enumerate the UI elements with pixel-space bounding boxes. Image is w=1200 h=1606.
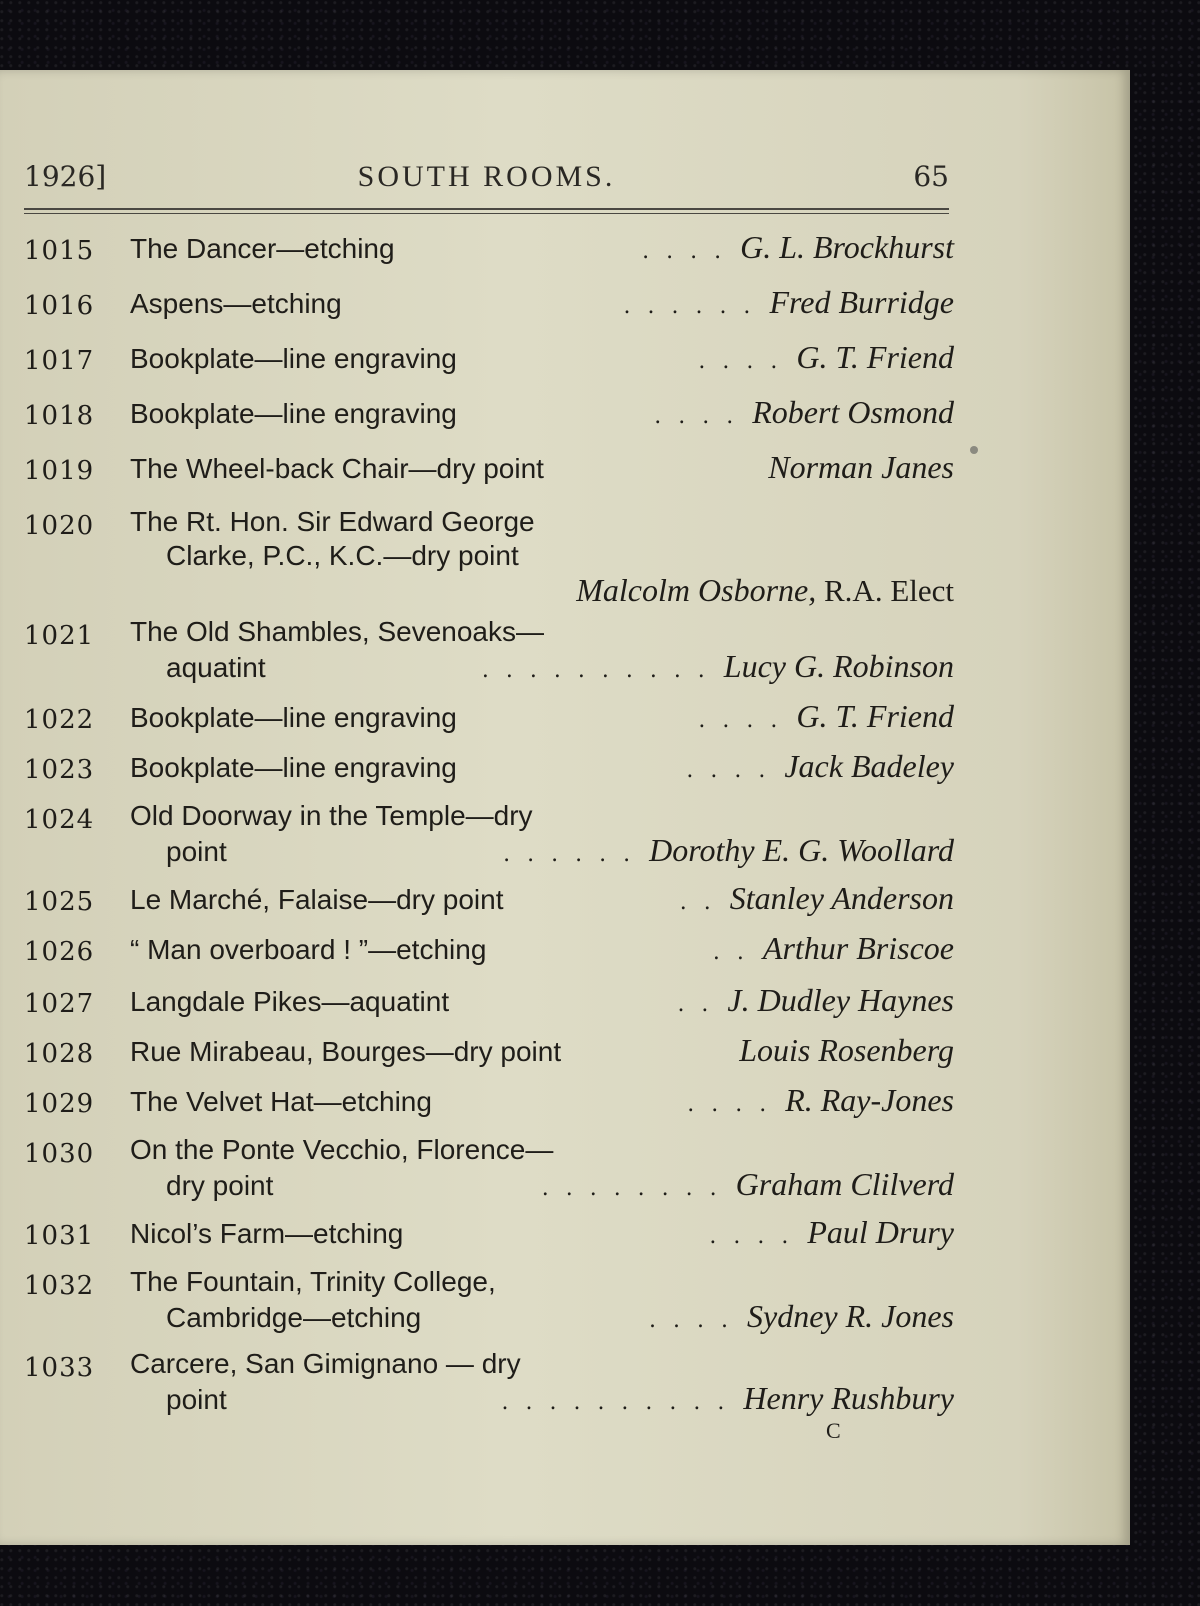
paper-speck — [970, 446, 978, 454]
catalogue-entry — [24, 983, 954, 1033]
leader-dots: . . — [712, 940, 749, 965]
leader-dots: . . . . — [698, 708, 783, 733]
leader-dots: . . . . — [649, 1308, 733, 1333]
entry-list — [24, 230, 954, 1429]
entry-artist: Robert Osmond — [752, 394, 954, 430]
leader-dots: . . . . — [654, 404, 739, 429]
header-title: SOUTH ROOMS. — [357, 160, 616, 193]
entry-artist: G. T. Friend — [796, 698, 954, 734]
entry-credit — [130, 573, 954, 607]
header-year: 1926] — [24, 160, 107, 193]
entry-number: 1027 — [24, 989, 95, 1019]
entry-artist: Graham Clilverd — [735, 1166, 954, 1202]
entry-artist: Arthur Briscoe — [762, 930, 954, 966]
entry-title-line2: aquatint — [166, 652, 266, 683]
entry-number: 1022 — [24, 705, 95, 735]
entry-number: 1032 — [24, 1271, 95, 1301]
entry-artist: Paul Drury — [807, 1214, 954, 1250]
catalogue-entry — [24, 340, 954, 395]
catalogue-page — [0, 70, 1130, 1545]
entry-number: 1020 — [24, 511, 95, 541]
entry-number: 1028 — [24, 1039, 95, 1069]
catalogue-entry — [24, 285, 954, 340]
entry-title: The Wheel-back Chair—dry point — [130, 453, 544, 484]
entry-artist: Louis Rosenberg — [739, 1032, 954, 1068]
catalogue-entry — [24, 881, 954, 931]
entry-title: “ Man overboard ! ”—etching — [130, 934, 487, 965]
entry-title-line2: point — [166, 1384, 227, 1415]
leader-dots: . . . . — [698, 349, 783, 374]
entry-artist: R. Ray-Jones — [785, 1082, 954, 1118]
entry-artist: G. L. Brockhurst — [740, 229, 954, 265]
entry-title: Bookplate—line engraving — [130, 702, 457, 733]
entry-artist: Norman Janes — [768, 449, 954, 485]
entry-title: The Velvet Hat—etching — [130, 1086, 432, 1117]
entry-title-line1: The Rt. Hon. Sir Edward George — [130, 506, 535, 537]
entry-title-line2: dry point — [166, 1170, 274, 1201]
entry-number: 1019 — [24, 456, 95, 486]
entry-title-line2: point — [166, 836, 227, 867]
catalogue-entry — [24, 699, 954, 749]
signature-mark: C — [826, 1418, 841, 1443]
entry-number: 1025 — [24, 887, 95, 917]
entry-artist: Lucy G. Robinson — [723, 648, 954, 684]
catalogue-entry — [24, 505, 954, 615]
entry-title: The Dancer—etching — [130, 233, 395, 264]
catalogue-entry — [24, 1083, 954, 1133]
leader-dots: . . . . — [687, 1092, 772, 1117]
entry-artist: G. T. Friend — [796, 339, 954, 375]
entry-artist: Fred Burridge — [769, 284, 954, 320]
entry-artist-suffix: R.A. Elect — [824, 573, 954, 608]
entry-artist: J. Dudley Haynes — [727, 982, 954, 1018]
entry-title-line2: Cambridge—etching — [166, 1302, 422, 1333]
entry-title: Aspens—etching — [130, 288, 342, 319]
entry-number: 1015 — [24, 236, 95, 266]
entry-number: 1021 — [24, 621, 95, 651]
header-rule-thin — [24, 213, 949, 214]
catalogue-entry — [24, 395, 954, 450]
entry-number: 1033 — [24, 1353, 95, 1383]
catalogue-entry — [24, 1033, 954, 1083]
page-number: 65 — [913, 160, 949, 193]
catalogue-entry — [24, 1215, 954, 1265]
leader-dots: . . . . . . . . — [541, 1176, 722, 1201]
entry-number: 1023 — [24, 755, 95, 785]
entry-title-line1: The Old Shambles, Sevenoaks— — [130, 616, 544, 647]
entry-title-line1: The Fountain, Trinity College, — [130, 1266, 496, 1297]
catalogue-entry — [24, 615, 954, 699]
leader-dots: . . . . — [642, 239, 727, 264]
entry-title: Bookplate—line engraving — [130, 398, 457, 429]
entry-title-line1: On the Ponte Vecchio, Florence— — [130, 1134, 554, 1165]
entry-artist: Sydney R. Jones — [746, 1298, 954, 1334]
entry-number: 1016 — [24, 291, 95, 321]
entry-artist: Malcolm Osborne, — [576, 572, 817, 608]
leader-dots: . . . . . . . . . . — [481, 658, 710, 683]
catalogue-entry — [24, 450, 954, 505]
catalogue-entry — [24, 1265, 954, 1347]
entry-title-line1: Old Doorway in the Temple—dry — [130, 800, 533, 831]
leader-dots: . . . . — [686, 758, 771, 783]
leader-dots: . . — [677, 992, 714, 1017]
entry-title: Langdale Pikes—aquatint — [130, 986, 450, 1017]
entry-number: 1017 — [24, 346, 95, 376]
catalogue-entry — [24, 1347, 954, 1429]
entry-artist: Dorothy E. G. Woollard — [649, 832, 954, 868]
catalogue-entry — [24, 230, 954, 285]
leader-dots: . . — [679, 890, 716, 915]
catalogue-entry — [24, 799, 954, 881]
entry-title: Nicol’s Farm—etching — [130, 1218, 404, 1249]
entry-number: 1024 — [24, 805, 95, 835]
header-rule — [24, 208, 949, 210]
leader-dots: . . . . . . — [503, 842, 636, 867]
entry-title-line1: Carcere, San Gimignano — dry — [130, 1348, 521, 1379]
entry-title-line2: Clarke, P.C., K.C.—dry point — [166, 540, 519, 571]
entry-number: 1026 — [24, 937, 95, 967]
entry-title: Rue Mirabeau, Bourges—dry point — [130, 1036, 562, 1067]
entry-number: 1031 — [24, 1221, 95, 1251]
entry-title: Le Marché, Falaise—dry point — [130, 884, 504, 915]
entry-title: Bookplate—line engraving — [130, 343, 457, 374]
entry-number: 1018 — [24, 401, 95, 431]
leader-dots: . . . . — [709, 1224, 794, 1249]
entry-title: Bookplate—line engraving — [130, 752, 457, 783]
entry-number: 1030 — [24, 1139, 95, 1169]
running-header — [24, 160, 949, 210]
entry-number: 1029 — [24, 1089, 95, 1119]
catalogue-entry — [24, 1133, 954, 1215]
catalogue-entry — [24, 931, 954, 983]
catalogue-entry — [24, 749, 954, 799]
entry-artist: Jack Badeley — [784, 748, 954, 784]
leader-dots: . . . . . . — [623, 294, 756, 319]
leader-dots: . . . . . . . . . . — [501, 1390, 730, 1415]
entry-artist: Henry Rushbury — [743, 1380, 954, 1416]
entry-artist: Stanley Anderson — [729, 880, 954, 916]
